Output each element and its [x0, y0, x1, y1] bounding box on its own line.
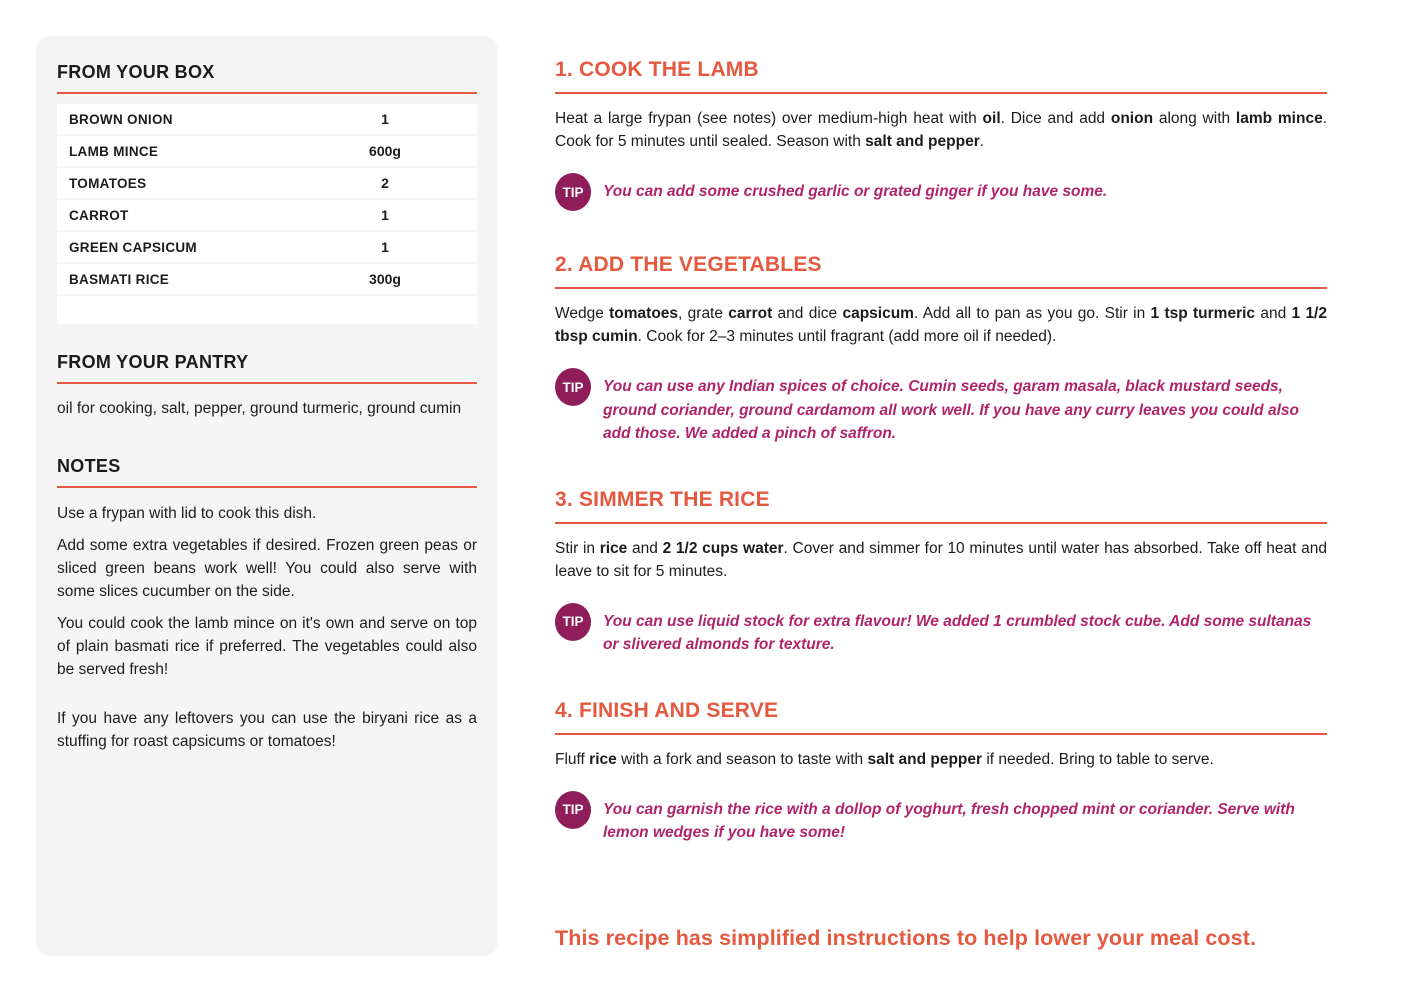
- step-title: 1. COOK THE LAMB: [555, 58, 1327, 94]
- tip-badge: TIP: [555, 173, 591, 211]
- tip-badge: TIP: [555, 603, 591, 641]
- tip-callout: [555, 173, 1327, 211]
- ingredient-name: CARROT: [69, 207, 129, 223]
- notes-title: NOTES: [57, 456, 477, 488]
- tip-callout: [555, 603, 1327, 657]
- pantry-text: oil for cooking, salt, pepper, ground turmeric, ground cumin: [57, 400, 462, 417]
- table-row: [57, 104, 477, 134]
- table-row: [57, 168, 477, 198]
- step-body: Wedge tomatoes, grate carrot and dice capsicum. Add all to pan as you go. Stir in 1 tsp turmeric and 1 1/2 tbsp cumin. Cook for 2–3 minutes until fragrant (add more oil if needed).: [555, 305, 1327, 345]
- tip-callout: [555, 791, 1327, 845]
- step-4-finish-and-serve: [555, 699, 1327, 845]
- tip-text: You can add some crushed garlic or grated ginger if you have some.: [603, 183, 1108, 200]
- note-paragraph: Use a frypan with lid to cook this dish.: [57, 505, 317, 522]
- ingredient-qty: 1: [381, 111, 389, 127]
- step-3-simmer-the-rice: [555, 488, 1327, 657]
- ingredient-name: BROWN ONION: [69, 111, 173, 127]
- ingredient-qty: 300g: [369, 271, 401, 287]
- step-title: 3. SIMMER THE RICE: [555, 488, 1327, 524]
- ingredient-name: GREEN CAPSICUM: [69, 239, 197, 255]
- step-title: 2. ADD THE VEGETABLES: [555, 253, 1327, 289]
- tip-text: You can use any Indian spices of choice. Cumin seeds, garam masala, black mustard seeds, ground coriander, ground cardamom all work well. If you have any curry leaves you could also add those. We added a pinch of saffron.: [603, 378, 1299, 442]
- ingredient-name: BASMATI RICE: [69, 271, 170, 287]
- step-1-cook-the-lamb: [555, 58, 1327, 211]
- ingredient-qty: 2: [381, 175, 389, 191]
- step-body: Fluff rice with a fork and season to taste with salt and pepper if needed. Bring to table to serve.: [555, 750, 1214, 768]
- table-row: [57, 136, 477, 166]
- note-paragraph: Add some extra vegetables if desired. Frozen green peas or sliced green beans work well! You could also serve with some slices cucumber on the side.: [57, 537, 477, 600]
- step-body: Stir in rice and 2 1/2 cups water. Cover and simmer for 10 minutes until water has absorbed. Take off heat and leave to sit for 5 minutes.: [555, 539, 1327, 580]
- table-empty-row: [57, 296, 477, 324]
- tip-callout: [555, 368, 1327, 446]
- table-row: [57, 200, 477, 230]
- from-your-pantry-title: FROM YOUR PANTRY: [57, 352, 477, 384]
- simplified-instructions-note: This recipe has simplified instructions to help lower your meal cost.: [555, 926, 1257, 950]
- ingredient-qty: 1: [381, 239, 389, 255]
- notes-paragraphs: [57, 502, 477, 753]
- step-2-add-the-vegetables: [555, 253, 1327, 446]
- box-ingredients-table: [57, 104, 477, 324]
- tip-badge: TIP: [555, 368, 591, 406]
- note-paragraph: If you have any leftovers you can use the biryani rice as a stuffing for roast capsicums or tomatoes!: [57, 710, 477, 750]
- ingredients-panel: [36, 36, 498, 956]
- tip-text: You can garnish the rice with a dollop of yoghurt, fresh chopped mint or coriander. Serve with lemon wedges if you have some!: [603, 800, 1295, 841]
- ingredient-qty: 600g: [369, 143, 401, 159]
- note-paragraph: You could cook the lamb mince on it's own and serve on top of plain basmati rice if preferred. The vegetables could also be served fresh!: [57, 615, 477, 678]
- from-your-box-title: FROM YOUR BOX: [57, 62, 477, 94]
- tip-badge: TIP: [555, 791, 591, 829]
- tip-text: You can use liquid stock for extra flavour! We added 1 crumbled stock cube. Add some sultanas or slivered almonds for texture.: [603, 612, 1312, 653]
- step-title: 4. FINISH AND SERVE: [555, 699, 1327, 735]
- instructions-column: [555, 58, 1327, 845]
- step-body: Heat a large frypan (see notes) over medium-high heat with oil. Dice and add onion along with lamb mince. Cook for 5 minutes until sealed. Season with salt and pepper.: [555, 110, 1328, 150]
- ingredient-name: LAMB MINCE: [69, 143, 159, 159]
- ingredient-qty: 1: [381, 207, 389, 223]
- ingredient-name: TOMATOES: [69, 175, 147, 191]
- table-row: [57, 232, 477, 262]
- table-row: [57, 264, 477, 294]
